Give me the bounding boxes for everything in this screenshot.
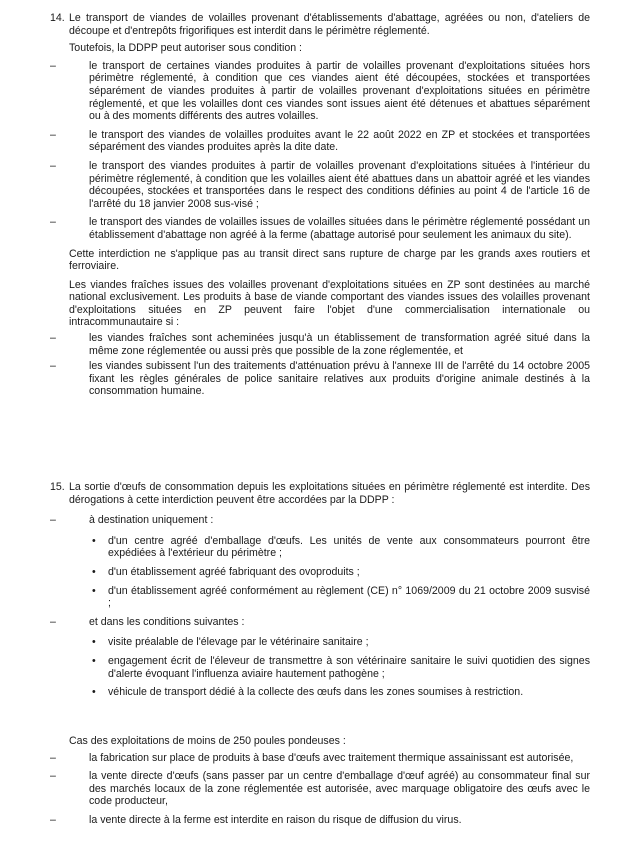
bullet-marker: • — [92, 654, 96, 667]
bullet-item — [50, 636, 590, 649]
dash-item — [50, 360, 590, 398]
dash-item — [50, 814, 590, 827]
dash-marker: – — [50, 332, 56, 345]
dash-item — [50, 514, 590, 527]
dash-item-text: à destination uniquement : — [89, 514, 214, 527]
section-small-farms — [50, 735, 590, 827]
dash-item-text: la fabrication sur place de produits à base d'œufs avec traitement thermique assainissant est autorisée, — [89, 751, 574, 764]
bullet-item — [50, 585, 590, 610]
dash-marker: – — [50, 813, 56, 826]
bullet-item-text: visite préalable de l'élevage par le vétérinaire sanitaire ; — [108, 636, 369, 649]
dash-marker: – — [50, 615, 56, 628]
dash-item-text: la vente directe à la ferme est interdite en raison du risque de diffusion du virus. — [89, 813, 462, 826]
section-number: 14. — [50, 12, 65, 24]
bullet-marker: • — [92, 584, 96, 597]
dash-item-text: le transport des viandes de volailles issues de volailles situées dans le périmètre réglementé possédant un établissement d'abattage non agréé à la ferme (abattage autorisé pour seulement les animaux du site). — [89, 216, 590, 241]
dash-item-text: la vente directe d'œufs (sans passer par un centre d'emballage d'œuf agréé) au consommateur final sur des marchés locaux de la zone réglementée est autorisée, avec marquage obligatoire des œufs avec le code producteur, — [89, 770, 590, 808]
bullet-item-text: engagement écrit de l'éleveur de transmettre à son vétérinaire sanitaire le suivi quotidien des signes d'alerte évoquant l'influenza aviaire hautement pathogène ; — [108, 654, 590, 680]
dash-item-text: le transport des viandes produites à partir de volailles provenant d'exploitations situées à l'intérieur du périmètre réglementé, à condition que les volailles aient été abattues dans un abattoir agréé et les viandes découpées, stockées et transportées dans le respect des conditions définies au point 4 de l'article 16 de l'arrêté du 18 janvier 2008 sus-visé ; — [89, 159, 590, 210]
bullet-marker: • — [92, 565, 96, 578]
bullet-marker: • — [92, 686, 96, 699]
dash-item-text: et dans les conditions suivantes : — [89, 615, 245, 628]
dash-marker: – — [50, 59, 56, 72]
dash-item — [50, 616, 590, 629]
bullet-item — [50, 566, 590, 579]
dash-item — [50, 60, 590, 123]
bullet-marker: • — [92, 534, 96, 547]
dash-item — [50, 216, 590, 241]
bullet-item-text: d'un centre agréé d'emballage d'œufs. Les unités de vente aux consommateurs pourront être expédiées à l'extérieur du périmètre ; — [108, 534, 590, 560]
bullet-item — [50, 686, 590, 699]
paragraph: Le transport de viandes de volailles provenant d'établissements d'abattage, agréées ou non, d'ateliers de découpe et d'entrepôts frigorifiques est interdit dans le périmètre réglementé. — [69, 12, 590, 37]
paragraph: Les viandes fraîches issues des volailles provenant d'exploitations situées en ZP sont destinées au marché national exclusivement. Les produits à base de viande comportant des viandes issues des volailles provenant d'exploitations situées en ZP peuvent faire l'objet d'une commercialisation internationale ou intracommunautaire si : — [69, 278, 590, 329]
dash-marker: – — [50, 216, 56, 229]
dash-item — [50, 332, 590, 357]
section-number: 15. — [50, 481, 65, 493]
bullet-item-text: d'un établissement agréé fabriquant des ovoproduits ; — [108, 565, 360, 578]
dash-marker: – — [50, 514, 56, 527]
bullet-item — [50, 655, 590, 680]
dash-item — [50, 129, 590, 154]
dash-item — [50, 160, 590, 210]
dash-item — [50, 752, 590, 765]
paragraph: Cette interdiction ne s'applique pas au transit direct sans rupture de charge par les grands axes routiers et ferroviaire. — [69, 247, 590, 273]
dash-marker: – — [50, 751, 56, 764]
bullet-marker: • — [92, 636, 96, 649]
dash-marker: – — [50, 770, 56, 783]
dash-marker: – — [50, 128, 56, 141]
section-15 — [50, 481, 590, 699]
bullet-item — [50, 535, 590, 560]
dash-item-text: les viandes subissent l'un des traitements d'atténuation prévu à l'annexe III de l'arrêté du 14 octobre 2005 fixant les règles générales de police sanitaire relatives aux produits d'origine animale destinés à la consommation humaine. — [89, 360, 590, 398]
paragraph: Toutefois, la DDPP peut autoriser sous condition : — [69, 42, 302, 55]
paragraph: La sortie d'œufs de consommation depuis les exploitations situées en périmètre réglementé est interdite. Des dérogations à cette interdiction peuvent être accordées par la DDPP : — [69, 481, 590, 506]
dash-item-text: le transport de certaines viandes produites à partir de volailles provenant d'exploitations situées hors périmètre réglementé, à condition que ces viandes aient été découpées, stockées et transportées séparément de viandes produites à partir de volailles provenant d'exploitations situées en périmètre réglementé, et que les volailles dont ces viandes sont issues aient été détenues et abattues séparément ou à des moments différents des autres volailles. — [89, 59, 590, 123]
dash-marker: – — [50, 159, 56, 172]
bullet-item-text: véhicule de transport dédié à la collecte des œufs dans les zones soumises à restriction. — [108, 686, 524, 699]
dash-marker: – — [50, 360, 56, 373]
bullet-item-text: d'un établissement agréé conformément au règlement (CE) n° 1069/2009 du 21 octobre 2009 susvisé ; — [108, 584, 590, 610]
dash-item-text: le transport des viandes de volailles produites avant le 22 août 2022 en ZP et stockées et transportées séparément des viandes produites après la dite date. — [89, 128, 590, 154]
dash-item — [50, 770, 590, 808]
paragraph: Cas des exploitations de moins de 250 poules pondeuses : — [69, 735, 346, 747]
dash-item-text: les viandes fraîches sont acheminées jusqu'à un établissement de transformation agréé situé dans la même zone réglementée ou aussi près que possible de la zone réglementée, et — [89, 332, 590, 357]
section-14 — [50, 12, 590, 398]
